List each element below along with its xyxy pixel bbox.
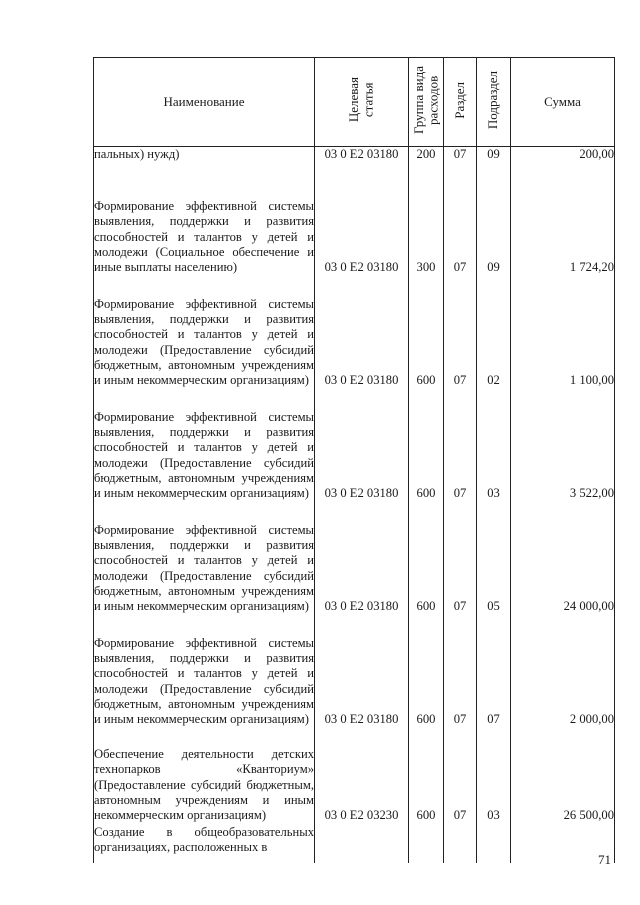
row-subsection-cell: 03 — [477, 390, 511, 503]
row-sum-cell: 24 000,00 — [511, 503, 615, 616]
row-expense-group-cell: 600 — [409, 390, 444, 503]
row-name-cell: Формирование эффективной системы выявления, поддержки и развития способностей и талантов у детей и молодежи (Предоставление субсидий бюджетным, автономным учреждениям и иным некоммерческим организациям) — [94, 616, 315, 729]
table-row — [94, 277, 615, 390]
table-header-row — [94, 58, 615, 147]
table-row — [94, 503, 615, 616]
row-name-cell: Формирование эффективной системы выявления, поддержки и развития способностей и талантов у детей и молодежи (Предоставление субсидий бюджетным, автономным учреждениям и иным некоммерческим организациям) — [94, 390, 315, 503]
row-target-article-cell — [315, 825, 409, 863]
row-section-cell: 07 — [444, 729, 477, 825]
row-name-cell: Формирование эффективной системы выявления, поддержки и развития способностей и талантов у детей и молодежи (Предоставление субсидий бюджетным, автономным учреждениям и иным некоммерческим организациям) — [94, 277, 315, 390]
row-section-cell: 07 — [444, 616, 477, 729]
row-expense-group-cell — [409, 825, 444, 863]
row-subsection-cell: 07 — [477, 616, 511, 729]
table-row — [94, 390, 615, 503]
row-section-cell: 07 — [444, 503, 477, 616]
row-expense-group-cell: 600 — [409, 616, 444, 729]
table-row — [94, 729, 615, 825]
row-sum-cell: 26 500,00 — [511, 729, 615, 825]
row-section-cell: 07 — [444, 164, 477, 277]
row-subsection-cell: 05 — [477, 503, 511, 616]
row-section-cell — [444, 825, 477, 863]
row-sum-cell: 1 724,20 — [511, 164, 615, 277]
row-sum-cell: 3 522,00 — [511, 390, 615, 503]
row-subsection-cell: 03 — [477, 729, 511, 825]
row-sum-cell: 1 100,00 — [511, 277, 615, 390]
row-expense-group-cell: 200 — [409, 147, 444, 164]
row-expense-group-cell: 600 — [409, 729, 444, 825]
row-subsection-cell — [477, 825, 511, 863]
page-number: 71 — [598, 852, 611, 867]
row-expense-group-cell: 300 — [409, 164, 444, 277]
row-subsection-cell: 02 — [477, 277, 511, 390]
row-target-article-cell: 03 0 E2 03180 — [315, 503, 409, 616]
row-subsection-cell: 09 — [477, 164, 511, 277]
header-subsection: Подраздел — [477, 58, 511, 147]
row-sum-cell: 200,00 — [511, 147, 615, 164]
row-section-cell: 07 — [444, 277, 477, 390]
header-target-article: Целевая статья — [315, 58, 409, 147]
row-target-article-cell: 03 0 E2 03180 — [315, 390, 409, 503]
table-row — [94, 616, 615, 729]
header-sum: Сумма — [511, 58, 615, 147]
row-section-cell: 07 — [444, 147, 477, 164]
row-target-article-cell: 03 0 E2 03180 — [315, 147, 409, 164]
header-section: Раздел — [444, 58, 477, 147]
header-expense-group: Группа вида расходов — [409, 58, 444, 147]
row-target-article-cell: 03 0 E2 03180 — [315, 164, 409, 277]
table-row — [94, 164, 615, 277]
row-target-article-cell: 03 0 E2 03180 — [315, 616, 409, 729]
row-section-cell: 07 — [444, 390, 477, 503]
row-sum-cell: 2 000,00 — [511, 616, 615, 729]
row-target-article-cell: 03 0 E2 03230 — [315, 729, 409, 825]
row-target-article-cell: 03 0 E2 03180 — [315, 277, 409, 390]
row-name-cell: Формирование эффективной системы выявления, поддержки и развития способностей и талантов у детей и молодежи (Предоставление субсидий бюджетным, автономным учреждениям и иным некоммерческим организациям) — [94, 503, 315, 616]
row-name-cell: Формирование эффективной системы выявления, поддержки и развития способностей и талантов у детей и молодежи (Социальное обеспечение и иные выплаты населению) — [94, 164, 315, 277]
header-name: Наименование — [94, 58, 315, 147]
table-row — [94, 825, 615, 863]
table-row — [94, 147, 615, 164]
row-name-cell: Создание в общеобразовательных организациях, расположенных в — [94, 825, 315, 863]
budget-table — [93, 57, 615, 863]
row-subsection-cell: 09 — [477, 147, 511, 164]
row-name-cell: пальных) нужд) — [94, 147, 315, 164]
row-expense-group-cell: 600 — [409, 503, 444, 616]
row-name-cell: Обеспечение деятельности детских технопарков «Кванториум» (Предоставление субсидий бюджетным, автономным учреждениям и иным некоммерческим организациям) — [94, 729, 315, 825]
row-expense-group-cell: 600 — [409, 277, 444, 390]
